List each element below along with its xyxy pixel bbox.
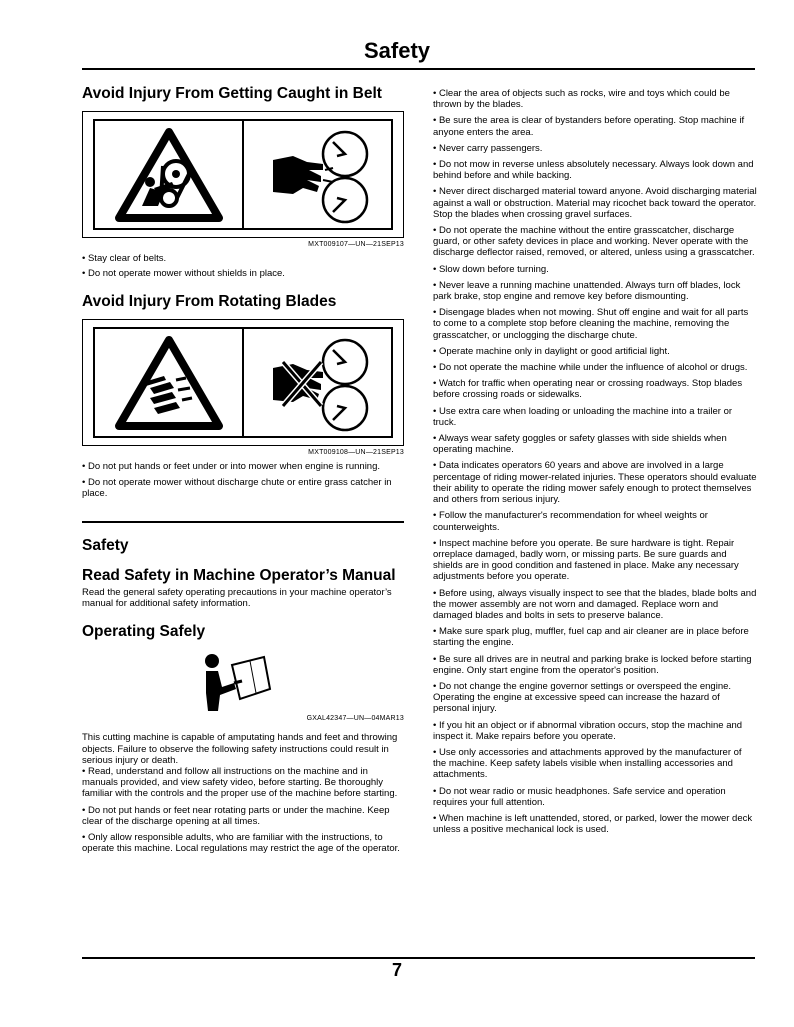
hand-prohibited-blades-icon	[244, 329, 391, 436]
safety-bullet: • Be sure the area is clear of bystanders before operating. Stop machine if anyone enters the area.	[433, 115, 745, 138]
blades-figure	[82, 319, 404, 446]
safety-bullet: • Never carry passengers.	[433, 142, 543, 154]
belt-warning-icon	[95, 121, 242, 228]
safety-bullet: • Inspect machine before you operate. Be sure hardware is tight. Repair orreplace damaged, badly worn, or missing parts. Be sure guards and shields are in good condition and fastened in place. Make any necessary adjustments before you operate.	[433, 537, 739, 583]
safety-bullet: • Do not operate the machine without the entire grasscatcher, discharge guard, or other safety devices in place and working. Never operate with the discharge deflector raised, removed, or altered, unless using a grasscatcher.	[433, 225, 755, 259]
safety-bullet: • Use only accessories and attachments approved by the manufacturer of the machine. Keep safety labels visible when installing accessories and attachments.	[433, 746, 742, 781]
safety-bullet: • Data indicates operators 60 years and above are involved in a large percentage of riding mower-related injuries. These operators should evaluate their ability to operate the riding mower safely enough to protect themselves and others from serious injury.	[433, 460, 757, 506]
operating-bullet: • Only allow responsible adults, who are familiar with the instructions, to operate this machine. Local regulations may restrict the age of the operator.	[82, 832, 400, 855]
rotating-blade-warning-icon	[95, 329, 242, 436]
belt-caption: MXT009107—UN—21SEP13	[308, 241, 404, 248]
hand-near-pulleys-icon	[244, 121, 391, 228]
safety-bullet: • Always wear safety goggles or safety glasses with side shields when operating machine.	[433, 433, 727, 456]
safety-bullet: • Disengage blades when not mowing. Shut off engine and wait for all parts to come to a complete stop before cleaning the machine, removing the grasscatcher, or unclogging the discharge chute.	[433, 307, 749, 341]
safety-bullet: • Never leave a running machine unattended. Always turn off blades, lock park brake, stop engine and remove key before dismounting.	[433, 279, 741, 303]
belt-bullet: • Do not operate mower without shields in place.	[82, 268, 285, 280]
safety-bullet: • Do not change the engine governor settings or overspeed the engine. Operating the engine at excessive speed can increase the hazard of personal injury.	[433, 680, 732, 715]
operating-intro: This cutting machine is capable of amputating hands and feet and throwing objects. Failure to observe the following safety instructions could result in serious injury or death.	[82, 732, 398, 766]
belt-figure	[82, 111, 404, 238]
safety-bullet: • Be sure all drives are in neutral and parking brake is locked before starting engine. Only start engine from the operator's position.	[433, 653, 752, 676]
operating-caption: GXAL42347—UN—04MAR13	[306, 715, 404, 723]
top-rule	[82, 68, 755, 70]
safety-bullet: • Do not operate the machine while under the influence of alcohol or drugs.	[433, 362, 748, 374]
operating-bullet: • Do not put hands or feet near rotating parts or under the machine. Keep clear of the discharge opening at all times.	[82, 804, 390, 827]
manual-text: Read the general safety operating precautions in your machine operator’s manual for additional safety information.	[82, 587, 392, 610]
safety-bullet: • Do not wear radio or music headphones. Safe service and operation requires your full attention.	[433, 785, 726, 808]
left-column	[82, 82, 404, 854]
bottom-rule	[82, 957, 755, 959]
blades-caption: MXT009108—UN—21SEP13	[308, 449, 404, 457]
safety-bullet: • Clear the area of objects such as rocks, wire and toys which could be thrown by the blades.	[433, 88, 730, 111]
page-number: 7	[391, 960, 402, 980]
page-title: Safety	[363, 38, 431, 63]
blades-bullet: • Do not put hands or feet under or into mower when engine is running.	[82, 461, 381, 473]
right-column	[433, 88, 757, 840]
person-reading-manual-icon	[204, 653, 272, 713]
belt-heading: Avoid Injury From Getting Caught in Belt	[82, 85, 382, 102]
safety-bullet: • Slow down before turning.	[433, 263, 549, 275]
section-rule	[82, 521, 404, 523]
safety-bullet: • Follow the manufacturer's recommendation for wheel weights or counterweights.	[433, 510, 708, 533]
safety-bullet: • If you hit an object or if abnormal vibration occurs, stop the machine and inspect it. Make repairs before you operate.	[433, 719, 743, 742]
safety-heading: Safety	[82, 537, 129, 555]
blades-heading: Avoid Injury From Rotating Blades	[82, 293, 337, 311]
operating-heading: Operating Safely	[82, 623, 206, 641]
safety-bullet: • Do not mow in reverse unless absolutely necessary. Always look down and behind before and while backing.	[433, 159, 754, 182]
safety-bullet: • Watch for traffic when operating near or crossing roadways. Stop blades before crossing roads or sidewalks.	[433, 378, 743, 401]
safety-bullet: • Make sure spark plug, muffler, fuel cap and air cleaner are in place before starting the engine.	[433, 626, 749, 649]
belt-bullet: • Stay clear of belts.	[82, 253, 167, 264]
operating-bullet: • Read, understand and follow all instructions on the machine and in manuals provided, and view safety video, before starting. Be thoroughly familiar with the controls and the proper use of the machine before starting.	[82, 766, 398, 800]
safety-bullet: • When machine is left unattended, stored, or parked, lower the mower deck unless a positive mechanical lock is used.	[433, 812, 753, 836]
safety-bullet: • Operate machine only in daylight or good artificial light.	[433, 345, 670, 357]
safety-bullet: • Use extra care when loading or unloading the machine into a trailer or truck.	[433, 405, 733, 428]
blades-bullet: • Do not operate mower without discharge chute or entire grass catcher in place.	[82, 476, 392, 499]
safety-bullet: • Never direct discharged material toward anyone. Avoid discharging material against a wall or obstruction. Material may ricochet back toward the operator. Stop the blades when crossing gravel surfaces.	[433, 186, 757, 220]
safety-bullet: • Before using, always visually inspect to see that the blades, blade bolts and the mower assembly are not worn and damaged. Replace worn and damaged blades and bolts in sets to preserve balance.	[433, 587, 757, 621]
manual-heading: Read Safety in Machine Operator’s Manual	[82, 567, 396, 585]
